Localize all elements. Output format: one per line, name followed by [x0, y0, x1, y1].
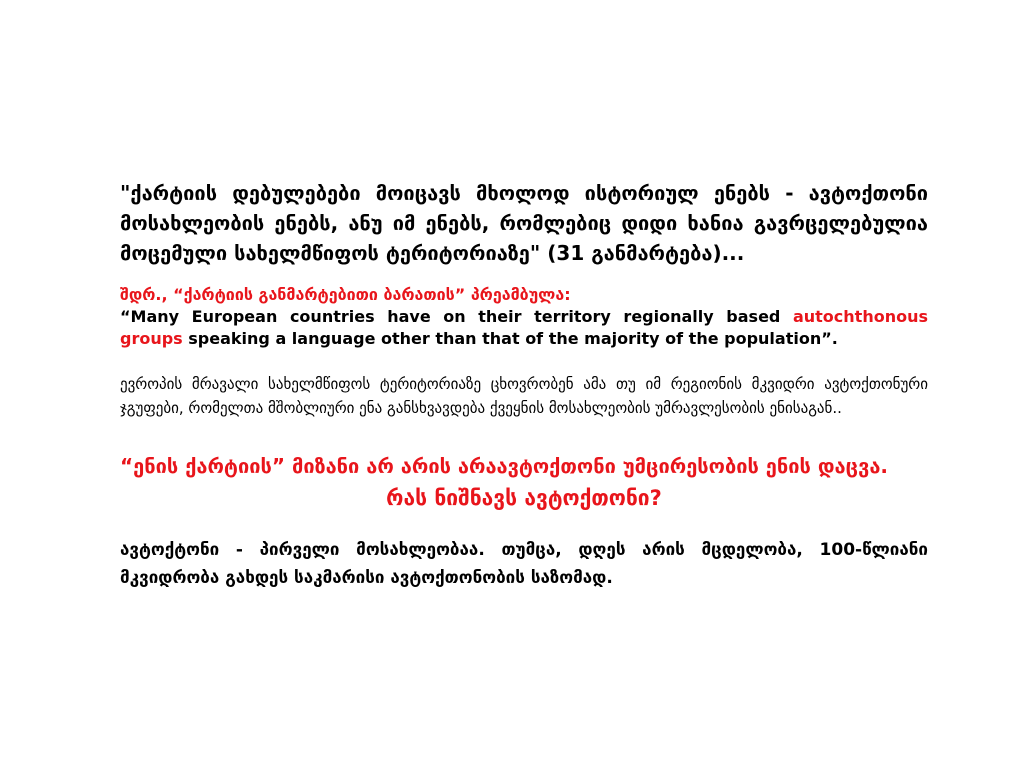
charter-goal-paragraph: “ენის ქარტიის” მიზანი არ არის არაავტოქთონი უმცირესობის ენის დაცვა.	[120, 454, 889, 478]
quote-text-start: “Many European countries have on their territory regionally based	[120, 307, 793, 326]
charter-provisions-paragraph: "ქარტიის დებულებები მოიცავს მხოლოდ ისტორიულ ენებს - ავტოქთონი მოსახლეობის ენებს, ანუ იმ ენებს, რომლებიც დიდი ხანია გავრცელებულია მოცემული სახელმწიფოს ტერიტორიაზე" (31 განმარტება)...	[120, 181, 928, 265]
quote-highlight: autochthonous groups	[120, 307, 928, 348]
quote-text-end: speaking a language other than that of the majority of the population”.	[182, 329, 838, 348]
preamble-quote	[120, 306, 928, 350]
translation-paragraph: ევროპის მრავალი სახელმწიფოს ტერიტორიაზე ცხოვრობენ ამა თუ იმ რეგიონის მკვიდრი ავტოქთონური ჯგუფები, რომელთა მშობლიური ენა განსხვავდება ქვეყნის მოსახლეობის უმრავლესობის ენისაგან..	[120, 375, 928, 417]
definition-paragraph: ავტოქტონი - პირველი მოსახლეობაა. თუმცა, დღეს არის მცდელობა, 100-წლიანი მკვიდრობა გახდეს საკმარისი ავტოქთონობის საზომად.	[120, 540, 928, 588]
compare-heading: შდრ., “ქარტიის განმარტებითი ბარათის” პრეამბულა:	[120, 285, 571, 304]
slide-content	[120, 178, 928, 592]
question-heading: რას ნიშნავს ავტოქთონი?	[386, 486, 662, 510]
